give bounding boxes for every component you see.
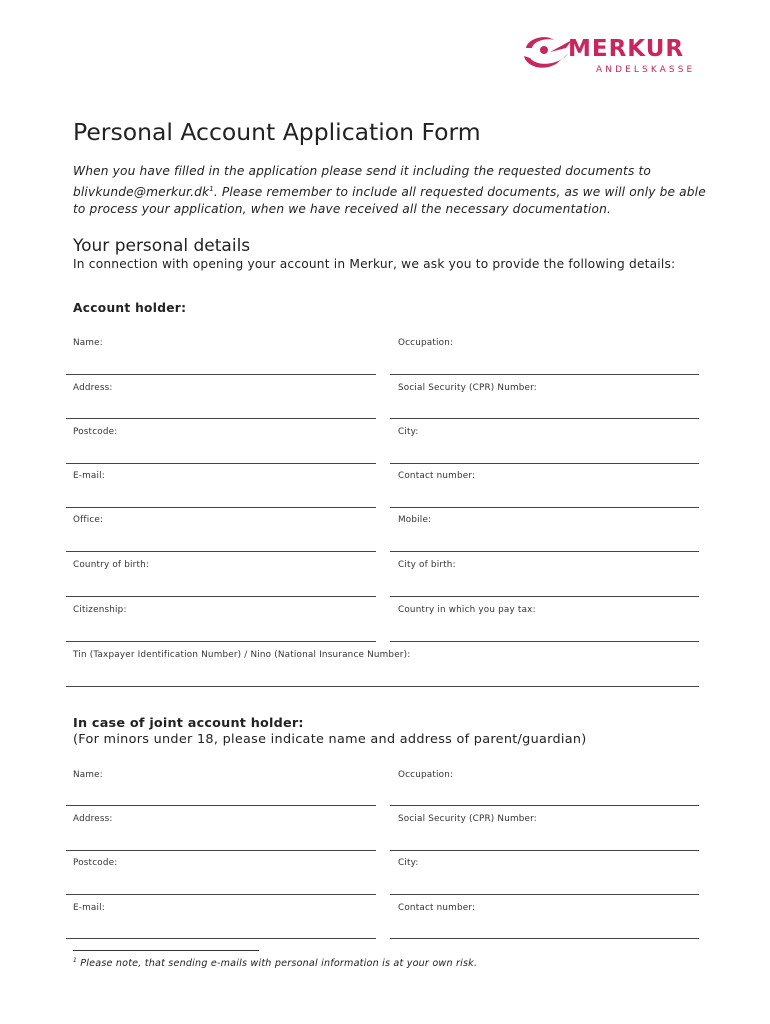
joint-contact-field[interactable] <box>390 938 699 939</box>
intro-text-main: When you have filled in the application please send it including the requested documents to blivkunde@merkur.dk <box>73 164 652 199</box>
joint-city-label: City: <box>398 858 419 868</box>
name-label: Name: <box>73 338 103 348</box>
intro-text <box>73 163 713 219</box>
footnote-text: Please note, that sending e-mails with personal information is at your own risk. <box>77 958 478 970</box>
mobile-label: Mobile: <box>398 515 432 525</box>
office-label: Office: <box>73 515 104 525</box>
contact-number-label: Contact number: <box>398 471 476 481</box>
logo-subtitle: ANDELSKASSE <box>596 65 696 75</box>
intro-text-rest: . Please remember to include all requested documents, as we will only be able to process your application, when we have received all the necessary documentation. <box>73 184 706 217</box>
section-paragraph: In connection with opening your account in Merkur, we ask you to provide the following details: <box>73 257 676 271</box>
joint-address-field[interactable] <box>66 850 376 851</box>
joint-email-label: E-mail: <box>73 903 105 913</box>
email-label: E-mail: <box>73 471 105 481</box>
joint-contact-label: Contact number: <box>398 903 476 913</box>
postcode-field[interactable] <box>66 463 376 464</box>
joint-postcode-field[interactable] <box>66 894 376 895</box>
city-of-birth-label: City of birth: <box>398 560 456 570</box>
joint-cpr-label: Social Security (CPR) Number: <box>398 814 537 824</box>
section-heading: Your personal details <box>73 236 251 256</box>
joint-occupation-field[interactable] <box>390 805 699 806</box>
footnote-divider <box>73 950 259 951</box>
name-field[interactable] <box>66 374 376 375</box>
country-of-birth-field[interactable] <box>66 596 376 597</box>
postcode-label: Postcode: <box>73 427 118 437</box>
joint-occupation-label: Occupation: <box>398 770 454 780</box>
city-field[interactable] <box>390 463 699 464</box>
email-field[interactable] <box>66 507 376 508</box>
joint-cpr-field[interactable] <box>390 850 699 851</box>
footnote-ref: 1 <box>209 184 214 193</box>
contact-number-field[interactable] <box>390 507 699 508</box>
mobile-field[interactable] <box>390 551 699 552</box>
joint-name-label: Name: <box>73 770 103 780</box>
cpr-field[interactable] <box>390 418 699 419</box>
joint-postcode-label: Postcode: <box>73 858 118 868</box>
occupation-label: Occupation: <box>398 338 454 348</box>
joint-holder-subheading: (For minors under 18, please indicate name and address of parent/guardian) <box>73 732 587 747</box>
footnote <box>73 957 477 969</box>
occupation-field[interactable] <box>390 374 699 375</box>
tin-field[interactable] <box>66 686 699 687</box>
city-label: City: <box>398 427 419 437</box>
joint-holder-heading: In case of joint account holder: <box>73 716 304 731</box>
logo-wordmark: MERKUR <box>568 36 685 62</box>
joint-email-field[interactable] <box>66 938 376 939</box>
office-field[interactable] <box>66 551 376 552</box>
joint-city-field[interactable] <box>390 894 699 895</box>
city-of-birth-field[interactable] <box>390 596 699 597</box>
country-of-birth-label: Country of birth: <box>73 560 150 570</box>
cpr-label: Social Security (CPR) Number: <box>398 383 537 393</box>
address-label: Address: <box>73 383 113 393</box>
address-field[interactable] <box>66 418 376 419</box>
citizenship-field[interactable] <box>66 641 376 642</box>
citizenship-label: Citizenship: <box>73 605 127 615</box>
joint-name-field[interactable] <box>66 805 376 806</box>
tin-label: Tin (Taxpayer Identification Number) / Nino (National Insurance Number): <box>73 650 411 660</box>
merkur-logo <box>520 34 700 82</box>
account-holder-heading: Account holder: <box>73 301 187 315</box>
joint-address-label: Address: <box>73 814 113 824</box>
page-title: Personal Account Application Form <box>73 118 481 146</box>
country-tax-label: Country in which you pay tax: <box>398 605 536 615</box>
footnote-number: 1 <box>73 957 78 964</box>
country-tax-field[interactable] <box>390 641 699 642</box>
